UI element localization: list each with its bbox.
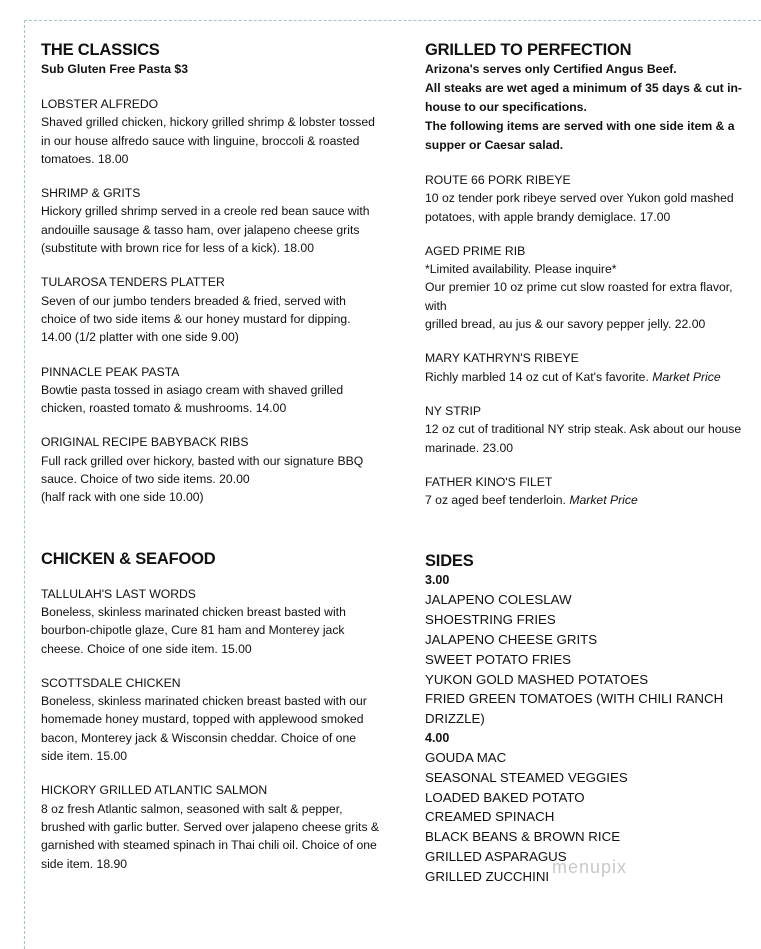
menu-item-description xyxy=(41,452,386,507)
side-item: JALAPENO CHEESE GRITS xyxy=(425,632,598,648)
menu-item-description xyxy=(425,260,755,333)
menu-item-description xyxy=(41,692,386,765)
menu-item xyxy=(425,473,755,510)
menu-item xyxy=(41,433,386,506)
menu-item xyxy=(425,171,755,226)
menu-item-description xyxy=(41,202,386,257)
menu-item-text: Boneless, skinless marinated chicken breast basted with our homemade honey mustard, topped with applewood smoked bacon, Monterey jack & Wisconsin cheddar. Choice of one side item. 15.00 xyxy=(41,694,367,764)
menu-item-name: ORIGINAL RECIPE BABYBACK RIBS xyxy=(41,435,249,450)
menu-item-text: Richly marbled 14 oz cut of Kat's favorite. xyxy=(425,369,653,384)
menu-item-name: NY STRIP xyxy=(425,403,481,418)
menu-item xyxy=(425,349,755,386)
side-item: SHOESTRING FRIES xyxy=(425,612,556,628)
menu-item-description xyxy=(41,292,386,347)
menu-item-name: AGED PRIME RIB xyxy=(425,243,526,258)
menu-item xyxy=(41,273,386,346)
menu-item-name: SCOTTSDALE CHICKEN xyxy=(41,675,181,690)
side-item: CREAMED SPINACH xyxy=(425,809,555,825)
menu-item-name: SHRIMP & GRITS xyxy=(41,186,141,201)
side-item: JALAPENO COLESLAW xyxy=(425,592,572,608)
menu-item xyxy=(41,95,386,168)
menu-item-description xyxy=(425,368,755,386)
side-item: FRIED GREEN TOMATOES (WITH CHILI RANCH DRIZZLE) xyxy=(425,691,724,727)
menu-item-text: Seven of our jumbo tenders breaded & fried, served with choice of two side items & our honey mustard for dipping. 14.00 (1/2 platter with one side 9.00) xyxy=(41,293,351,345)
menu-item-text: 7 oz aged beef tenderloin. xyxy=(425,493,570,508)
menu-item-description xyxy=(41,800,386,873)
menu-item-text: 12 oz cut of traditional NY strip steak. Ask about our house marinade. 23.00 xyxy=(425,422,742,455)
side-item: GRILLED ASPARAGUS xyxy=(425,849,567,865)
sides-group-1 xyxy=(425,590,755,729)
menu-item xyxy=(41,585,386,658)
menu-item-text: 10 oz tender pork ribeye served over Yukon gold mashed potatoes, with apple brandy demiglace. 17.00 xyxy=(425,191,734,224)
menu-item-text: Bowtie pasta tossed in asiago cream with shaved grilled chicken, roasted tomato & mushrooms. 14.00 xyxy=(41,382,344,416)
menu-item-description xyxy=(41,603,386,658)
sides-title: SIDES xyxy=(425,552,474,571)
market-price: Market Price xyxy=(652,369,721,384)
page-border-left xyxy=(24,20,25,949)
menu-item xyxy=(41,674,386,765)
page-border-top xyxy=(24,20,761,21)
menu-item-description xyxy=(425,420,755,457)
side-item: SWEET POTATO FRIES xyxy=(425,651,572,667)
market-price: Market Price xyxy=(569,493,638,508)
menu-item-name: LOBSTER ALFREDO xyxy=(41,97,159,111)
right-column xyxy=(425,40,755,887)
grilled-title: GRILLED TO PERFECTION xyxy=(425,41,632,59)
menu-item-description xyxy=(41,113,386,168)
chicken-items xyxy=(41,585,386,873)
grilled-items xyxy=(425,171,755,509)
menu-item xyxy=(41,184,386,257)
grilled-note: Arizona's serves only Certified Angus Beef. All steaks are wet aged a minimum of 35 days & cut in- house to our specifications. The following items are served with one side item & a supper or Caesar salad. xyxy=(425,62,742,152)
menu-item-description xyxy=(425,189,755,226)
chicken-section xyxy=(41,549,386,873)
menu-item-text: Boneless, skinless marinated chicken breast basted with bourbon-chipotle glaze, Cure 81 ham and Monterey jack cheese. Choice of one side item. 15.00 xyxy=(41,604,346,656)
sides-section xyxy=(425,551,755,886)
menu-item-text: Shaved grilled chicken, hickory grilled shrimp & lobster tossed in our house alfredo sauce with linguine, broccoli & roasted tomatoes. 18.00 xyxy=(41,115,375,166)
side-item: LOADED BAKED POTATO xyxy=(425,789,585,805)
menu-item xyxy=(425,242,755,333)
menu-item-name: PINNACLE PEAK PASTA xyxy=(41,364,180,379)
side-item: YUKON GOLD MASHED POTATOES xyxy=(425,671,649,687)
menu-item xyxy=(425,402,755,457)
menu-item-text: Full rack grilled over hickory, basted with our signature BBQ sauce. Choice of two side items. 20.00 (half rack with one side 10.00) xyxy=(41,453,364,505)
classics-subtitle: Sub Gluten Free Pasta $3 xyxy=(41,62,188,76)
side-item: GRILLED ZUCCHINI xyxy=(425,868,550,884)
menu-item-text: Hickory grilled shrimp served in a creole red bean sauce with andouille sausage & tasso ham, over jalapeno cheese grits (substitute with brown rice for less of a kick). 18.00 xyxy=(41,204,370,256)
menu-item xyxy=(41,781,386,872)
menu-item-name: TULAROSA TENDERS PLATTER xyxy=(41,275,225,290)
watermark-logo: menupix xyxy=(552,857,628,877)
grilled-section xyxy=(425,40,755,509)
menu-item-name: FATHER KINO'S FILET xyxy=(425,474,553,489)
sides-price-1: 3.00 xyxy=(425,573,450,588)
menu-item-name: TALLULAH'S LAST WORDS xyxy=(41,586,196,601)
menu-item-name: MARY KATHRYN'S RIBEYE xyxy=(425,351,579,366)
classics-title: THE CLASSICS xyxy=(41,41,160,59)
classics-section xyxy=(41,40,386,507)
menu-item-description xyxy=(41,381,386,418)
side-item: SEASONAL STEAMED VEGGIES xyxy=(425,769,628,785)
side-item: GOUDA MAC xyxy=(425,750,507,766)
chicken-title: CHICKEN & SEAFOOD xyxy=(41,549,216,568)
menu-item-name: HICKORY GRILLED ATLANTIC SALMON xyxy=(41,783,268,798)
menu-item xyxy=(41,363,386,418)
sides-price-2: 4.00 xyxy=(425,731,450,746)
menu-item-text: *Limited availability. Please inquire* Our premier 10 oz prime cut slow roasted for extra flavor, with grilled bread, au jus & our savory pepper jelly. 22.00 xyxy=(425,262,733,332)
menu-item-name: ROUTE 66 PORK RIBEYE xyxy=(425,173,571,187)
menu-item-text: 8 oz fresh Atlantic salmon, seasoned with salt & pepper, brushed with garlic butter. Served over jalapeno cheese grits & garnished with steamed spinach in Thai chili oil. Choice of one side item. 18.90 xyxy=(41,801,380,871)
classics-items xyxy=(41,95,386,507)
left-column xyxy=(41,40,386,873)
menu-item-description xyxy=(425,491,755,509)
side-item: BLACK BEANS & BROWN RICE xyxy=(425,829,621,845)
